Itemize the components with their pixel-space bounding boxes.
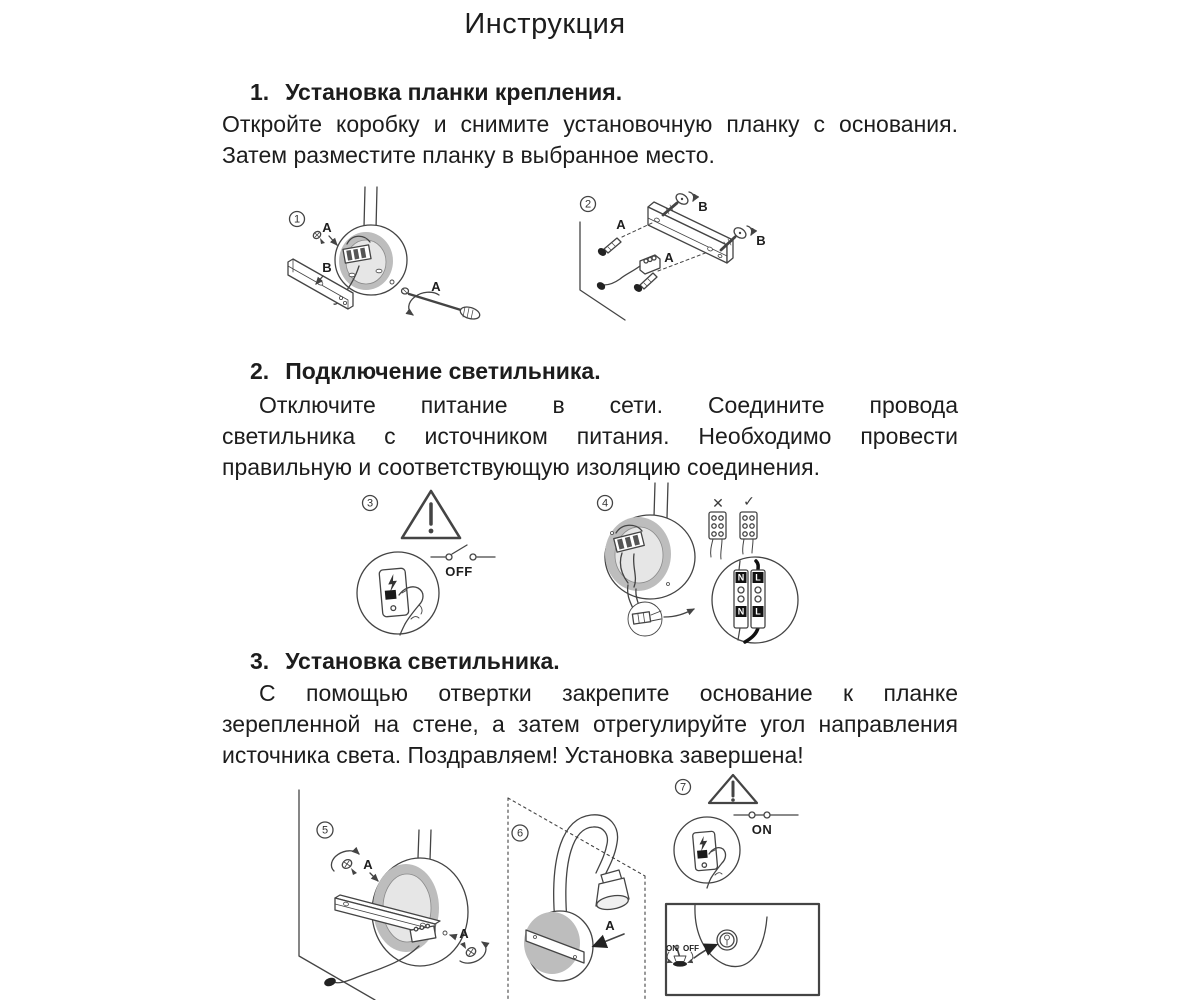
wall-corner: [580, 222, 625, 320]
warning-triangle-icon: [709, 775, 757, 803]
body-line: С помощью отвертки закрепите основание к планке: [259, 680, 958, 706]
step-number: 7: [679, 781, 687, 794]
lamp-stem: [418, 830, 431, 860]
closed-switch-symbol: [734, 812, 798, 837]
figure-step1-diagram: [285, 183, 485, 325]
figure-step3-diagram: [353, 483, 568, 651]
body-line: светильника с источником питания. Необходимо провести: [222, 423, 958, 449]
step-number-badge: [598, 496, 613, 511]
screw-icon: [460, 942, 486, 963]
wall-switch-inset: [674, 817, 740, 888]
step-number: 2: [584, 198, 592, 211]
step-number-badge: [363, 496, 378, 511]
warning-triangle-icon: [402, 491, 460, 538]
figure-step7-diagram: [652, 772, 822, 892]
pointer-arrow: [594, 934, 624, 946]
correct-mark: ✓: [743, 494, 755, 510]
step-number: 4: [601, 497, 609, 510]
pointer-arrow: [329, 236, 337, 245]
label-b: B: [698, 199, 708, 214]
label-a: A: [459, 926, 469, 941]
section-2-heading: [250, 358, 601, 385]
switch-state-label: ON: [751, 822, 773, 837]
body-line: правильную и соответствующую изоляцию соединения.: [222, 454, 820, 480]
lamp-base: [524, 911, 593, 981]
section-1-title: Установка планки крепления.: [285, 79, 623, 105]
step-number-badge: [676, 780, 691, 795]
off-label: OFF: [683, 944, 699, 953]
open-switch-symbol: [431, 545, 495, 579]
label-a: A: [664, 250, 674, 265]
label-b: B: [322, 260, 332, 275]
step-number: 3: [366, 497, 374, 510]
label-a: A: [322, 220, 332, 235]
body-line: источника света. Поздравляем! Установка завершена!: [222, 742, 804, 768]
switch-state-label: OFF: [445, 564, 473, 579]
figure-step6-diagram: [490, 778, 658, 1000]
body-line: Затем разместите планку в выбранное место.: [222, 142, 715, 168]
figure-step5-diagram: [283, 788, 493, 1000]
lamp-base: [605, 515, 695, 599]
terminal-n-label: N: [737, 572, 745, 583]
lamp-stem: [654, 483, 668, 518]
step-number: 5: [321, 824, 329, 837]
body-line: Отключите питание в сети. Соедините провода: [259, 392, 958, 418]
label-a: A: [616, 217, 626, 232]
section-3-heading: [250, 648, 560, 675]
section-3-title: Установка светильника.: [285, 648, 560, 674]
mounting-bracket: [648, 202, 733, 263]
wall-corner: [299, 790, 375, 1000]
step-number-badge: [512, 825, 528, 841]
detail-inset-onoff-button: [664, 902, 824, 998]
section-1-heading: [250, 79, 622, 106]
on-label: ON: [666, 944, 678, 953]
label-b: B: [756, 233, 766, 248]
section-1-body: [222, 109, 958, 171]
step-number: 6: [516, 827, 524, 840]
section-3-number: 3.: [250, 648, 270, 674]
lamp-stem: [364, 187, 377, 229]
wall-switch-inset: [357, 552, 439, 635]
screw-icon: [331, 851, 359, 875]
page-title: Инструкция: [464, 8, 626, 40]
terminal-l-label: L: [755, 606, 761, 617]
section-2-body: [222, 390, 958, 483]
terminal-magnified-inset: [712, 557, 798, 643]
connector-inset: [628, 602, 662, 636]
section-1-number: 1.: [250, 79, 270, 105]
screwdriver-icon: [402, 288, 482, 321]
wire: [604, 266, 640, 285]
figure-step4-diagram: [588, 481, 808, 653]
screw-icon: [663, 192, 694, 215]
label-a: A: [431, 279, 441, 294]
terminal-block: [595, 255, 660, 291]
section-3-body: [222, 678, 958, 771]
step-number-badge: [290, 212, 305, 227]
magnify-arrow: [664, 609, 694, 617]
lamp-head: [596, 870, 630, 912]
figure-step2-diagram: [560, 182, 790, 327]
label-a: A: [363, 857, 373, 872]
step-number-badge: [317, 822, 333, 838]
connector-correct: [740, 494, 757, 554]
terminal-n-label: N: [737, 606, 745, 617]
body-line: зерепленной на стене, а затем отрегулируйте угол направления: [222, 711, 958, 737]
body-line: Откройте коробку и снимите установочную планку с основания.: [222, 111, 958, 137]
connector-wrong: [709, 496, 726, 559]
section-2-number: 2.: [250, 358, 270, 384]
step-number-badge: [581, 197, 596, 212]
power-button-icon: [717, 930, 737, 950]
step-number: 1: [293, 213, 301, 226]
section-2-title: Подключение светильника.: [285, 358, 601, 384]
pointer-arrow: [370, 873, 378, 881]
label-a: A: [605, 918, 615, 933]
terminal-l-label: L: [755, 572, 761, 583]
wrong-mark: ✕: [712, 496, 724, 512]
